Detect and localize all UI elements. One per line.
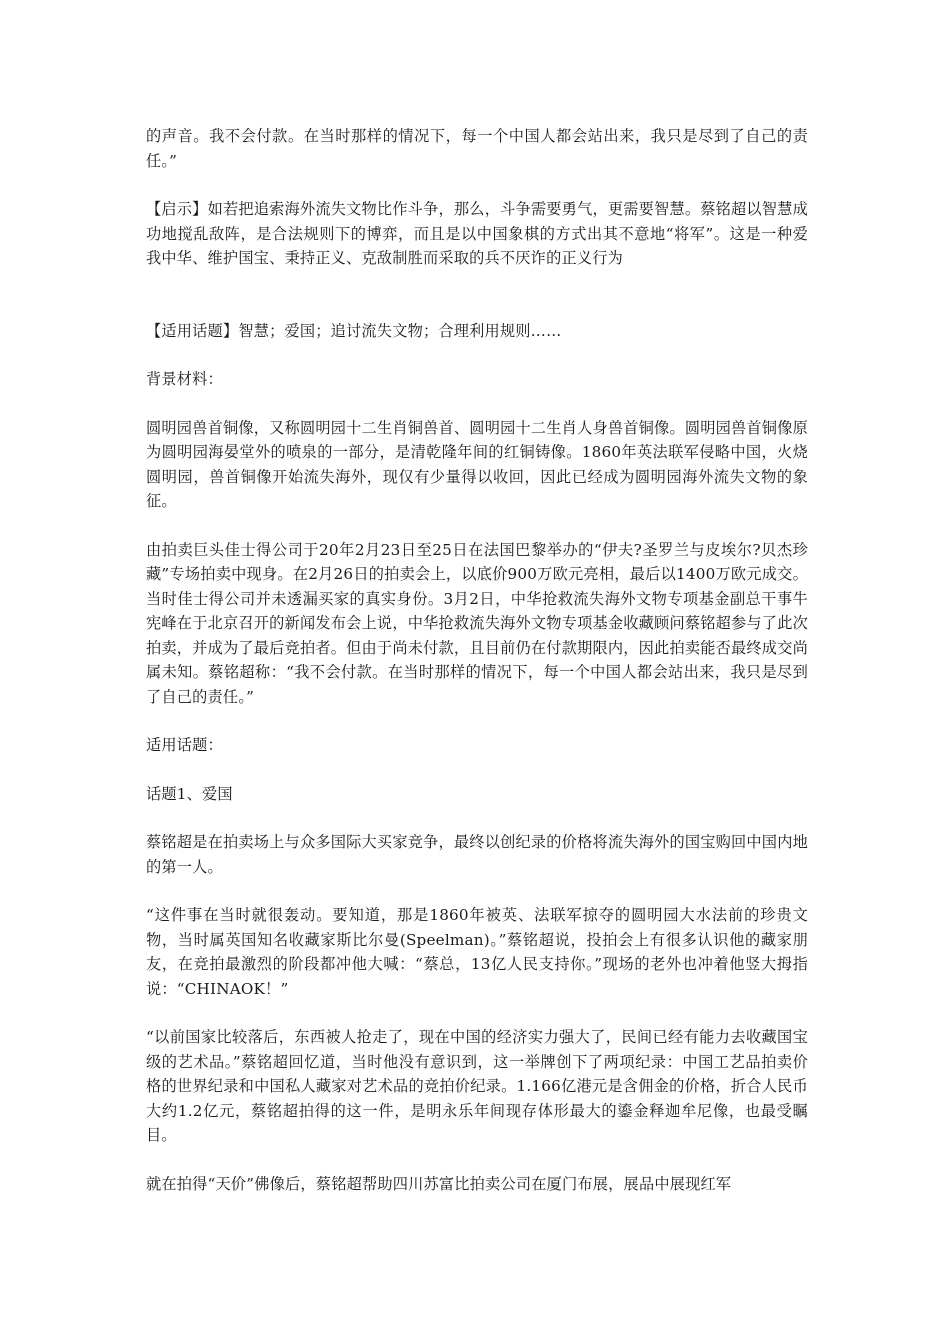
paragraph-revelation: 【启示】如若把追索海外流失文物比作斗争，那么，斗争需要勇气，更需要智慧。蔡铭超以智慧成功地搅乱敌阵，是合法规则下的博弈，而且是以中国象棋的方式出其不意地“将军”。这是一种爱我中华、维护国宝、秉持正义、克敌制胜而采取的兵不厌诈的正义行为	[146, 200, 808, 267]
heading-topic-1: 话题1、爱国	[146, 784, 233, 803]
paragraph-first-person: 蔡铭超是在拍卖场上与众多国际大买家竞争，最终以创纪录的价格将流失海外的国宝购回中国内地的第一人。	[146, 833, 808, 876]
heading-background-material: 背景材料：	[146, 370, 223, 388]
document-body	[146, 124, 808, 1196]
paragraph-exhibition: 就在拍得“天价”佛像后，蔡铭超帮助四川苏富比拍卖公司在厦门布展，展品中展现红军	[146, 1174, 732, 1193]
heading-applicable-topics: 适用话题：	[146, 736, 223, 754]
paragraph-applicable-topics: 【适用话题】智慧；爱国；追讨流失文物；合理利用规则……	[146, 321, 562, 340]
paragraph-quote-ending: 的声音。我不会付款。在当时那样的情况下，每一个中国人都会站出来，我只是尽到了自己的责任。”	[146, 127, 808, 170]
paragraph-records: “以前国家比较落后，东西被人抢走了，现在中国的经济实力强大了，民间已经有能力去收藏国宝级的艺术品。”蔡铭超回忆道，当时他没有意识到，这一举牌创下了两项纪录：中国工艺品拍卖价格的世界纪录和中国私人藏家对艺术品的竞拍价纪录。1.166亿港元是含佣金的价格，折合人民币大约1.2亿元，蔡铭超拍得的这一件，是明永乐年间现存体形最大的鎏金释迦牟尼像，也最受瞩目。	[146, 1028, 808, 1144]
paragraph-auction: 由拍卖巨头佳士得公司于20年2月23日至25日在法国巴黎举办的“伊夫?圣罗兰与皮埃尔?贝杰珍藏”专场拍卖中现身。在2月26日的拍卖会上，以底价900万欧元亮相，最后以1400万欧元成交。当时佳士得公司并未透漏买家的真实身份。3月2日，中华抢救流失海外文物专项基金副总干事牛宪峰在于北京召开的新闻发布会上说，中华抢救流失海外文物专项基金收藏顾问蔡铭超参与了此次拍卖，并成为了最后竞拍者。但由于尚未付款，且目前仍在付款期限内，因此拍卖能否最终成交尚属未知。蔡铭超称：“我不会付款。在当时那样的情况下，每一个中国人都会站出来，我只是尽到了自己的责任。”	[146, 540, 808, 706]
paragraph-bronze-heads: 圆明园兽首铜像，又称圆明园十二生肖铜兽首、圆明园十二生肖人身兽首铜像。圆明园兽首铜像原为圆明园海晏堂外的喷泉的一部分，是清乾隆年间的红铜铸像。1860年英法联军侵略中国，火烧圆明园，兽首铜像开始流失海外，现仅有少量得以收回，因此已经成为圆明园海外流失文物的象征。	[146, 418, 808, 510]
paragraph-sensation: “这件事在当时就很轰动。要知道，那是1860年被英、法联军掠夺的圆明园大水法前的珍贵文物，当时属英国知名收藏家斯比尔曼(Speelman)。”蔡铭超说，投拍会上有很多认识他的藏家朋友，在竞拍最激烈的阶段都冲他大喊：“蔡总，13亿人民支持你。”现场的老外也冲着他竖大拇指说：“CHINAOK！”	[146, 906, 808, 998]
